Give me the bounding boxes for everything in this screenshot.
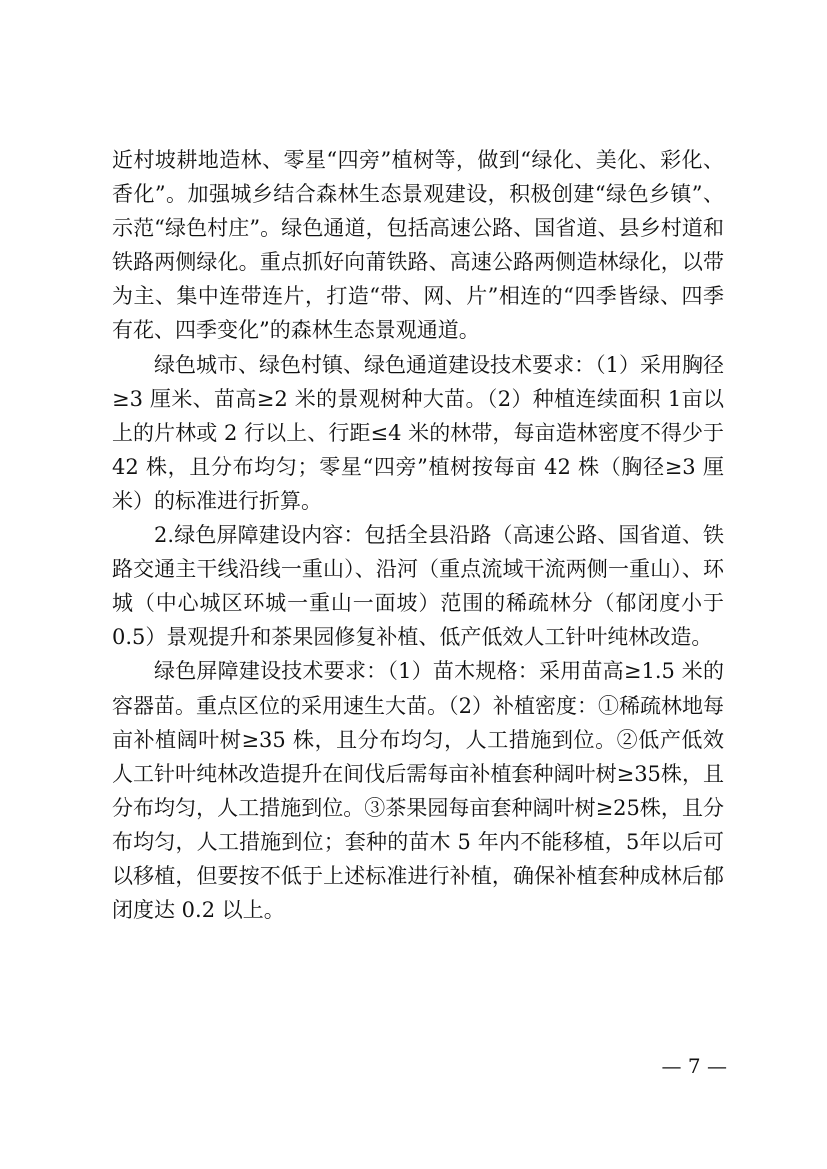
- page-number: — 7 —: [661, 1054, 727, 1078]
- body-text: [112, 143, 724, 927]
- paragraph-2: 绿色城市、绿色村镇、绿色通道建设技术要求：（1）采用胸径≥3 厘米、苗高≥2 米的景观树种大苗。（2）种植连续面积 1亩以上的片林或 2 行以上、行距≤4 米的林带，每亩造林密度不得少于 42 株，且分布均匀；零星“四旁”植树按每亩 42 株（胸径≥3 厘米）的标准进行折算。: [112, 352, 724, 513]
- paragraph-1: 近村坡耕地造林、零星“四旁”植树等，做到“绿化、美化、彩化、香化”。加强城乡结合森林生态景观建设，积极创建“绿色乡镇”、示范“绿色村庄”。绿色通道，包括高速公路、国省道、县乡村道和铁路两侧绿化。重点抓好向莆铁路、高速公路两侧造林绿化，以带为主、集中连带连片，打造“带、网、片”相连的“四季皆绿、四季有花、四季变化”的森林生态景观通道。: [112, 148, 724, 343]
- paragraph-3: 2.绿色屏障建设内容：包括全县沿路（高速公路、国省道、铁路交通主干线沿线一重山）、沿河（重点流域干流两侧一重山）、环城（中心城区环城一重山一面坡）范围的稀疏林分（郁闭度小于 0.5）景观提升和茶果园修复补植、低产低效人工针叶纯林改造。: [112, 523, 724, 650]
- paragraph-4: 绿色屏障建设技术要求：（1）苗木规格：采用苗高≥1.5 米的容器苗。重点区位的采用速生大苗。（2）补植密度：①稀疏林地每亩补植阔叶树≥35 株，且分布均匀，人工措施到位。②低产低效人工针叶纯林改造提升在间伐后需每亩补植套种阔叶树≥35株，且分布均匀，人工措施到位。③茶果园每亩套种阔叶树≥25株，且分布均匀，人工措施到位；套种的苗木 5 年内不能移植，5年以后可以移植，但要按不低于上述标准进行补植，确保补植套种成林后郁闭度达 0.2 以上。: [112, 659, 724, 923]
